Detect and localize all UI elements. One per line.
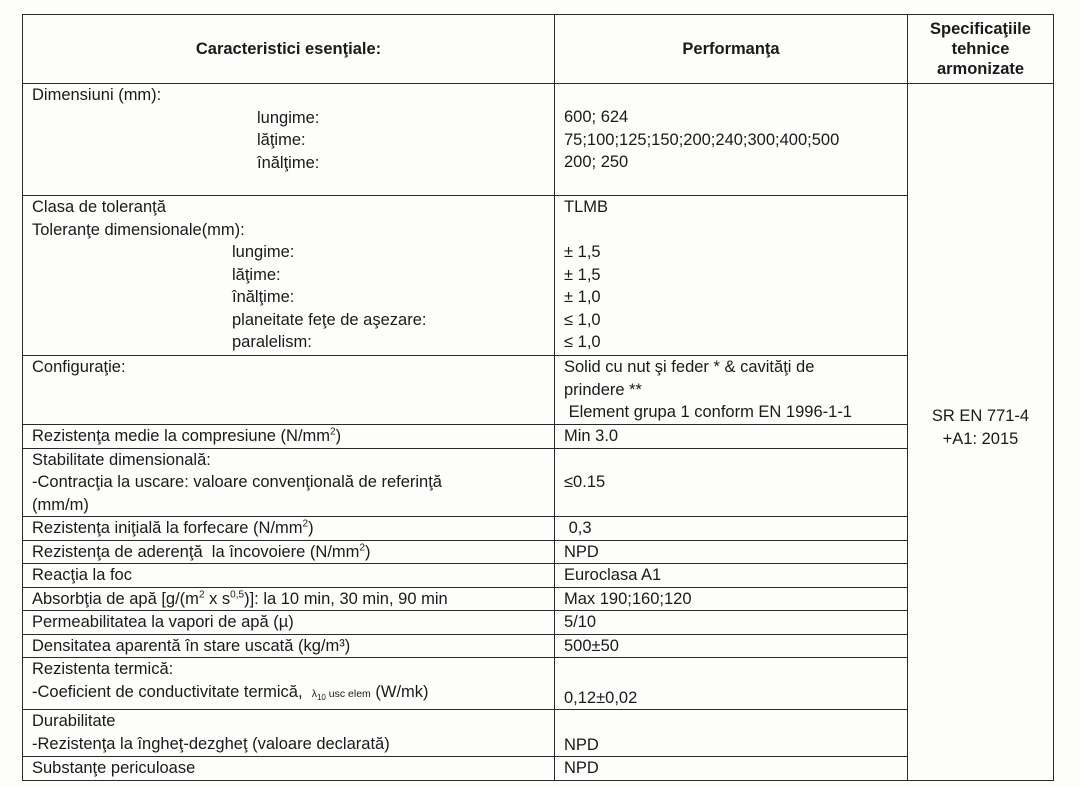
substante-label: Substanţe periculoase [23,757,555,781]
toleranta-label: Clasa de toleranţă Toleranţe dimensionale(mm): lungime: lăţime: înălţime: planeitate feţe de aşezare: paralelism: [23,196,555,356]
permeabilitate-label: Permeabilitatea la vapori de apă (µ) [23,611,555,635]
row-permeabilitate [23,611,1054,635]
aderenta-label: Rezistenţa de aderenţă la încovoiere $(N/mm^2)$ [23,540,555,564]
stabilitate-value: ≤0.15 [555,448,908,517]
durabilitate-label: Durabilitate -Rezistenţa la îngheţ-dezgheţ (valoare declarată) [23,710,555,757]
substante-value: NPD [555,757,908,781]
densitate-label: Densitatea aparentă în stare uscată (kg/m³) [23,634,555,658]
foc-label: Reacţia la foc [23,564,555,588]
absorbtia-value: Max 190;160;120 [555,587,908,611]
row-stabilitate [23,448,1054,517]
row-densitate [23,634,1054,658]
toleranta-value: TLMB ± 1,5 ± 1,5 ± 1,0 ≤ 1,0 ≤ 1,0 [555,196,908,356]
foc-value: Euroclasa A1 [555,564,908,588]
header-row [23,15,1054,84]
dimensiuni-label: Dimensiuni (mm): lungime: lăţime: înălţime: [23,84,555,196]
header-characteristics: Caracteristici esenţiale: [23,15,555,84]
configuratie-label: Configuraţie: [23,356,555,425]
header-performance: Performanţa [555,15,908,84]
compresiune-label: Rezistenţa medie la compresiune $(N/mm^2)$ [23,425,555,449]
stabilitate-label: Stabilitate dimensională: -Contracţia la uscare: valoare convenţională de referinţă (mm/m) [23,448,555,517]
row-compresiune [23,425,1054,449]
durabilitate-value: NPD [555,710,908,757]
row-absorbtia [23,587,1054,611]
row-substante [23,757,1054,781]
row-configuratie [23,356,1054,425]
specifications-table [22,14,1054,781]
densitate-value: 500±50 [555,634,908,658]
permeabilitate-value: 5/10 [555,611,908,635]
row-aderenta [23,540,1054,564]
aderenta-value: NPD [555,540,908,564]
row-forfecare [23,517,1054,541]
row-toleranta [23,196,1054,356]
row-reactia-foc [23,564,1054,588]
forfecare-value: 0,3 [555,517,908,541]
configuratie-value: Solid cu nut şi feder * & cavităţi de prindere ** Element grupa 1 conform EN 1996-1-1 [555,356,908,425]
row-rezistenta-termica [23,658,1054,710]
dimensiuni-value: 600; 624 75;100;125;150;200;240;300;400;500 200; 250 [555,84,908,196]
forfecare-label: Rezistenţa iniţială la forfecare $(N/mm^2)$ [23,517,555,541]
row-durabilitate [23,710,1054,757]
termica-value: 0,12±0,02 [555,658,908,710]
header-specifications: Specificaţiile tehnice armonizate [908,15,1054,84]
absorbtia-label: Absorbţia de apă [$g/(m^2$ x $s^{0,5}$)]: la 10 min, 30 min, 90 min [23,587,555,611]
harmonized-specification: SR EN 771-4 +A1: 2015 [908,84,1054,781]
compresiune-value: Min 3.0 [555,425,908,449]
termica-label: Rezistenta termică: -Coeficient de conductivitate termică, $\lambda_{10}$ usc elem (W/mk) [23,658,555,710]
row-dimensiuni [23,84,1054,196]
